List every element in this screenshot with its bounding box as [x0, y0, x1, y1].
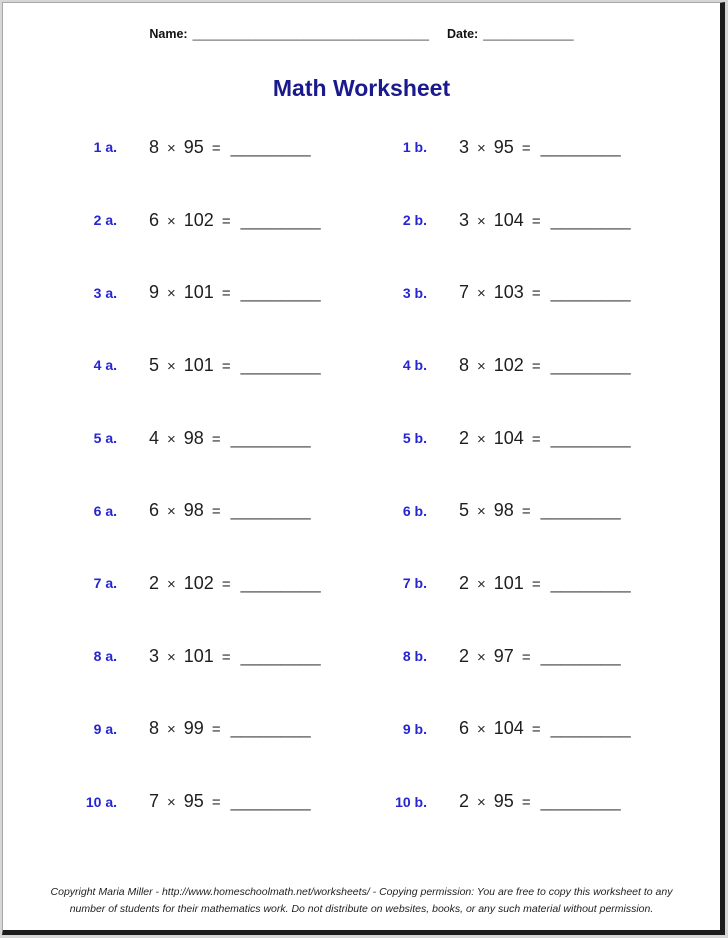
equals-sign: = [221, 285, 231, 303]
footer-line-1: Copyright Maria Miller - http://www.homeschoolmath.net/worksheets/ - Copying permission: You are free to copy this worksheet to any [50, 885, 673, 898]
equals-sign: = [521, 794, 531, 812]
factor-2: 98 [183, 500, 204, 521]
multiplication-sign: × [167, 575, 176, 593]
factor-1: 6 [459, 718, 470, 739]
problem-expression [459, 137, 621, 158]
factor-1: 9 [149, 282, 160, 303]
equals-sign: = [531, 212, 541, 230]
problem-number-label: 1 b. [402, 139, 427, 156]
problem-expression [459, 210, 631, 231]
factor-2: 101 [493, 572, 524, 593]
factor-1: 2 [459, 645, 470, 666]
problem-number-label: 2 a. [93, 212, 117, 229]
multiplication-sign: × [167, 357, 176, 375]
problem-expression [149, 355, 321, 376]
equals-sign: = [521, 503, 531, 521]
answer-blank: ________ [540, 791, 621, 812]
problem-number-label: 8 a. [93, 648, 117, 665]
problem-number-label: 9 b. [402, 720, 427, 737]
problem-item [391, 111, 720, 184]
answer-blank: ________ [550, 427, 631, 448]
problem-number-label: 5 b. [402, 430, 427, 447]
factor-2: 95 [183, 136, 204, 157]
problem-item [81, 474, 391, 547]
factor-1: 8 [149, 136, 160, 157]
problem-number-label: 2 b. [402, 212, 427, 229]
answer-blank: ________ [240, 354, 321, 375]
factor-2: 104 [493, 718, 524, 739]
name-blank-line: __________________________________ [192, 27, 429, 41]
answer-blank: ________ [550, 282, 631, 303]
equals-sign: = [211, 721, 221, 739]
problem-number-label: 3 b. [402, 284, 427, 301]
problem-number-label: 6 a. [93, 502, 117, 519]
problem-number-label: 10 b. [395, 793, 427, 810]
problem-item [81, 256, 391, 329]
answer-blank: ________ [540, 645, 621, 666]
answer-blank: ________ [240, 282, 321, 303]
equals-sign: = [531, 575, 541, 593]
problem-number-label: 6 b. [402, 502, 427, 519]
answer-blank: ________ [550, 354, 631, 375]
factor-1: 2 [149, 572, 160, 593]
multiplication-sign: × [167, 430, 176, 448]
problem-item [391, 329, 720, 402]
problem-expression [149, 646, 321, 667]
problem-expression [149, 500, 311, 521]
factor-2: 98 [183, 427, 204, 448]
multiplication-sign: × [477, 503, 486, 521]
answer-blank: ________ [230, 791, 311, 812]
problem-expression [459, 500, 621, 521]
problem-number-label: 10 a. [85, 793, 117, 810]
equals-sign: = [531, 357, 541, 375]
factor-2: 102 [183, 572, 214, 593]
problem-item [81, 111, 391, 184]
problem-number-label: 5 a. [93, 430, 117, 447]
multiplication-sign: × [167, 648, 176, 666]
factor-1: 3 [459, 136, 470, 157]
multiplication-sign: × [167, 139, 176, 157]
equals-sign: = [221, 648, 231, 666]
answer-blank: ________ [230, 136, 311, 157]
date-blank-line: _____________ [483, 27, 574, 41]
name-label: Name: [149, 27, 188, 41]
factor-1: 3 [459, 209, 470, 230]
factor-2: 101 [183, 354, 214, 375]
problem-expression [149, 282, 321, 303]
answer-blank: ________ [230, 718, 311, 739]
problem-item [81, 765, 391, 838]
factor-1: 2 [459, 427, 470, 448]
problem-item [391, 256, 720, 329]
factor-2: 95 [493, 791, 514, 812]
answer-blank: ________ [240, 645, 321, 666]
equals-sign: = [521, 139, 531, 157]
worksheet-title: Math Worksheet [272, 75, 451, 101]
problem-expression [149, 791, 311, 812]
factor-2: 97 [493, 645, 514, 666]
problem-item [391, 474, 720, 547]
problem-item [81, 547, 391, 620]
problem-item [391, 402, 720, 475]
problem-number-label: 7 a. [93, 575, 117, 592]
factor-1: 7 [459, 282, 470, 303]
copyright-footer [3, 884, 720, 918]
factor-2: 101 [183, 282, 214, 303]
problem-item [81, 184, 391, 257]
equals-sign: = [221, 212, 231, 230]
equals-sign: = [531, 285, 541, 303]
equals-sign: = [211, 503, 221, 521]
problem-expression [459, 718, 631, 739]
problem-item [391, 693, 720, 766]
answer-blank: ________ [550, 209, 631, 230]
problem-item [391, 184, 720, 257]
footer-line-2: number of students for their mathematics work. Do not distribute on websites, books, or any such material without permission. [69, 902, 654, 915]
answer-blank: ________ [540, 500, 621, 521]
problem-expression [149, 718, 311, 739]
equals-sign: = [531, 430, 541, 448]
factor-1: 2 [459, 791, 470, 812]
problem-expression [149, 428, 311, 449]
equals-sign: = [521, 648, 531, 666]
multiplication-sign: × [477, 357, 486, 375]
factor-2: 102 [183, 209, 214, 230]
answer-blank: ________ [550, 572, 631, 593]
multiplication-sign: × [167, 503, 176, 521]
factor-2: 104 [493, 209, 524, 230]
multiplication-sign: × [477, 430, 486, 448]
factor-1: 4 [149, 427, 160, 448]
problem-expression [149, 210, 321, 231]
worksheet-page [2, 2, 725, 935]
equals-sign: = [531, 721, 541, 739]
problems-grid [3, 111, 720, 838]
name-date-row [3, 27, 720, 41]
factor-1: 5 [459, 500, 470, 521]
multiplication-sign: × [477, 139, 486, 157]
answer-blank: ________ [550, 718, 631, 739]
equals-sign: = [221, 575, 231, 593]
multiplication-sign: × [477, 575, 486, 593]
problem-expression [459, 355, 631, 376]
multiplication-sign: × [477, 721, 486, 739]
multiplication-sign: × [167, 212, 176, 230]
answer-blank: ________ [230, 427, 311, 448]
factor-1: 8 [459, 354, 470, 375]
problem-number-label: 8 b. [402, 648, 427, 665]
problem-number-label: 7 b. [402, 575, 427, 592]
equals-sign: = [221, 357, 231, 375]
factor-2: 102 [493, 354, 524, 375]
equals-sign: = [211, 139, 221, 157]
factor-2: 95 [183, 791, 204, 812]
factor-2: 103 [493, 282, 524, 303]
factor-1: 2 [459, 572, 470, 593]
multiplication-sign: × [167, 794, 176, 812]
problem-item [391, 547, 720, 620]
multiplication-sign: × [477, 794, 486, 812]
factor-1: 6 [149, 500, 160, 521]
problem-number-label: 1 a. [93, 139, 117, 156]
multiplication-sign: × [477, 648, 486, 666]
answer-blank: ________ [240, 572, 321, 593]
answer-blank: ________ [240, 209, 321, 230]
problem-item [81, 329, 391, 402]
problem-expression [459, 428, 631, 449]
equals-sign: = [211, 430, 221, 448]
answer-blank: ________ [540, 136, 621, 157]
factor-2: 99 [183, 718, 204, 739]
problem-expression [459, 282, 631, 303]
problem-item [391, 765, 720, 838]
factor-2: 95 [493, 136, 514, 157]
equals-sign: = [211, 794, 221, 812]
factor-2: 104 [493, 427, 524, 448]
problem-number-label: 9 a. [93, 720, 117, 737]
problem-expression [459, 573, 631, 594]
problem-expression [149, 137, 311, 158]
problem-item [391, 620, 720, 693]
problem-expression [459, 791, 621, 812]
multiplication-sign: × [477, 285, 486, 303]
answer-blank: ________ [230, 500, 311, 521]
problem-number-label: 3 a. [93, 284, 117, 301]
problem-number-label: 4 a. [93, 357, 117, 374]
factor-1: 7 [149, 791, 160, 812]
multiplication-sign: × [477, 212, 486, 230]
problem-item [81, 402, 391, 475]
problem-number-label: 4 b. [402, 357, 427, 374]
factor-1: 8 [149, 718, 160, 739]
problem-item [81, 693, 391, 766]
problem-expression [459, 646, 621, 667]
date-label: Date: [446, 27, 479, 41]
multiplication-sign: × [167, 285, 176, 303]
multiplication-sign: × [167, 721, 176, 739]
problem-item [81, 620, 391, 693]
factor-1: 6 [149, 209, 160, 230]
factor-2: 101 [183, 645, 214, 666]
problem-expression [149, 573, 321, 594]
factor-1: 3 [149, 645, 160, 666]
factor-2: 98 [493, 500, 514, 521]
factor-1: 5 [149, 354, 160, 375]
